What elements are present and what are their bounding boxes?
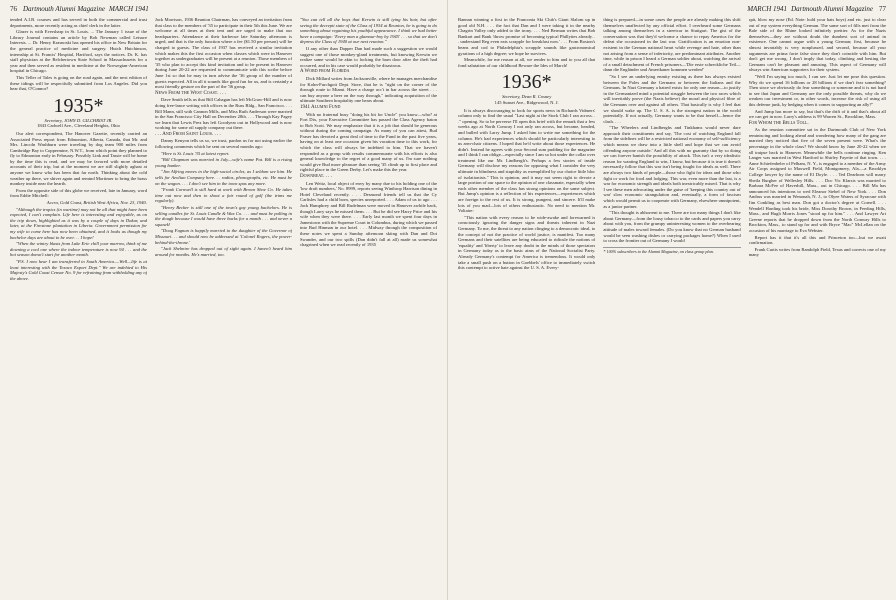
left-column-2 [155, 17, 292, 600]
secretary-address: 145 Sunset Ave., Ridgewood, N. J. [494, 99, 559, 105]
right-header-title: Dartmouth Alumni Magazine [791, 5, 873, 13]
class-secretary: Secretary, Dean R. Cosney [502, 94, 552, 100]
left-page-header [10, 4, 437, 14]
paragraph: Danny Kenyon tells us so, we trust, pardon us for not using earlier the following comments which he sent on several months ago: [155, 138, 292, 150]
secretary-address: 1843 Cadwell Ave., Cleveland Heights, Ohio [37, 123, 120, 129]
left-column-3 [300, 17, 437, 600]
paragraph: "Frank Cornwell is still hard at work with Brown Shoe Co. He takes time out now and then to shoot a fair round of golf (the trims me regularly). [155, 187, 292, 204]
paragraph: spit, blow my nose (Ed. Note: hold your hats boys) and etc. just to clear out of my system everything German. The same sort of fills met from the Bale side of the Rhine looked infinitely prettier. As for the Nazis themselves—they are without doubt the dumbest sort of animal in existence. One cannot argue with a young German; first, because he almost invariably is very nonplussed, and second, because all your arguments are prima facie false since they don't coincide with him. But don't get me wrong, I don't imply that today, climbing and besting the Germans can't be pleasant and amusing. This aspect of Germany will always win American supporters for their system. [748, 17, 886, 73]
class-year-heading: 1936* [501, 71, 552, 94]
paragraph: Glazer is with Eversharp in St. Louis. ... The January 1 issue of the Library Journal contains an article by Bob Newman called Leisure Interests. ... Dr. Henry Krasnoski has opened his office in New Britain for the general practice of medicine and surgery. Hutch Hutchinson, internship at St. Francis' Hospital, Hartford, says the notices. Dr. K. has staff physician at the Belchertown State School in Massachusetts for a year and then served as resident in medicine at the Norwegian-American hospital in Chicago. [10, 29, 147, 74]
paragraph: Report has it that it's all this and Princeton too—but we await confirmation. [748, 234, 886, 246]
paragraph: "P.S. I now hear I am transferred to South America.—Well—life is at least interesting with the Texaco Export Dept." We are indebted to His Majesty's Gold Coast Censor No. 9 for refraining from withholding any of the above. [10, 258, 147, 281]
right-column-3 [749, 17, 886, 600]
left-page-number: 76 [10, 5, 17, 13]
subheading: A Word from Florida [300, 69, 350, 75]
paragraph: Meanwhile, for me reason at all, we render to him and to you all that fond salutation of our childhood Beware the Ides of March! [458, 57, 596, 68]
paragraph: From the opposite side of this globe we received, late in January, word from Eddie Mitchell: [10, 187, 147, 199]
paragraph: This Teller of Tales is going on the road again, and the next edition of these tidings will be respectfully submitted from Los Angeles. Did you hear that, O'Connor? [10, 74, 147, 92]
subheading: News From the West Coast. . . . [155, 90, 226, 96]
paragraph: Len Weitz, local object of envy by many due to his holding one of the 'low draft numbers,' No. 8999, reports seeing Winthrop Harrison dining in Hotel Cleveland recently. . . . Desmond friends tell us that the Cy Carlisles had a child born, species unreported. . . . Adam of us to ago . . . Jack Humphrey and Bill Rudelman were moved in Hanover awhile back, though Larry says he missed them. . . . But he did see Harry Price and his wife when they were there. . . . Early last month we spent four days in Jamestown with the Supreme Court in Columbus, during which we passed into Bud Hinman in our hotel. . . . Midway through the composition of these notes we spent a Sunday afternoon skiing with Dan and Dot Swander, and our two spills (Dan didn't fall at all) made us somewhat chagrined when we read recently of 1935 [300, 180, 437, 248]
subheading: For Whom the Bells Toll. [748, 120, 809, 126]
left-header-title: Dartmouth Alumni Magazine [23, 5, 105, 13]
footnote: * 100% subscribers to the Alumni Magazine, on class group plan. [603, 247, 740, 255]
paragraph: Our alert correspondent, The Hanover Gazette, recently carried an Associated Press report from Edmonton, Alberta, Canada, that Mr. and Mrs. Lincoln Washburn were traveling by dog team 900 miles from Cambridge Bay to Coppermine, N.W.T., from which point they planned to fly to Edmonton early in February. Possibly Link and Tassie will be home by the time this is read, and we may be favored with more detailed accounts of their trip, but at the moment we are still slightly aghast at anyone we know who has been that far north. Thinking about the cold weather up there, we shiver again and remind Mortimer to bring the brass monkey inside near the hearth. [10, 130, 147, 187]
paragraph: "The Wheelers and Lindberghs and Tinkhams would never dare approach their constituents and say, 'The cost of watching England fall from the sidelines will be a restricted national economy of self-sufficiency which means we draw into a little shell and hope that we can avoid offending anyone outside.' And all this with no guaranty that by so doing we can forever banish the possibility of attack. This isn't a very idealistic reason for wanting England to win, I know, but because it is true it doesn't necessarily follow that this war isn't being fought for ideals as well. There are always two kinds of people—those who fight for ideas and those who fight or work for food and lodging. This war, even more than the last, is a war for economic strength and ideals both inextricably mixed. That is why I see these men advocating under the guise of 'keeping this country out of war' slow economic strangulation and, eventually, a form of fascism which would permit us to cooperate with Germany, elsewhere omnipotent, as a junior partner. [603, 125, 741, 209]
paragraph: "When the wintry blasts from Lake Erie chill your marrow, think of me downing a cool one where the indoor temperature is now 94 . . . and the hot season doesn't start for another month. [10, 241, 147, 258]
paragraph: "Jim Alfring moves in the high-social circles, as I seldom see him. He sells for Aeolian Company here. . . radios, phonographs, etc. He must be on the wagon. . . . I don't see him in the town spas any more. [155, 169, 292, 186]
paragraph: "So I see an underlying enmity existing as there has always existed between the Poles and the Germans or between the Italians and the Germans. In Nazi Germany a hatred exists for only one reason—to justify in the Germanized mind a potential struggle between the two races which will inevitably prove (the Nazis believe) the moral and physical fibre of the Germans over and against all others. That basically is why I feel that we should wake up. The U. S. A. is the strongest nation in the world potentially. If not actually, Germany wants to be that herself—hence the clash. . . . [603, 73, 741, 124]
paragraph: With no fraternal busy "doing his bit for Uncle" you know—who? at Fort Dix, your Executive Committee has passed the Class Agency baton to Bob Scott. We may emphasize that it is a job that should be generous without during the coming campaign. As many of you can attest, Bud Fraser has devoted a great deal of time to the Fund in the past five years, having on at least one occasion given his vacation time to this work, for which the class will always be indebted to him. That we haven't responded as a group with results commensurate with his efforts is also general knowledge to the regret of a good many of us. I'm sure nothing would give Bud more pleasure than seeing '35 climb up to first place and rightful place in the Green Derby. Let's make this the year. [300, 111, 437, 173]
paragraph: tended A.I.B. courses and has served in both the commercial and trust departments, more recently acting as chief clerk in the latter. [10, 17, 147, 28]
paragraph: Bannan winning a first in the Franconia Ski Club's Giant Slalom up in good old N.H. . . . the fact that Dan and I were taking it in the nearby Chagrin Valley only added to the irony. . . . Ned Berman writes that Bob Bankart and Bank 'throw promise of becoming typical Phillyites already. . . understand Reg even eats scrapple for breakfast now.' . . . From Boston's beans and cod to Philadelphia's scrapple sounds like gastronomical gyrations of a high degree; we hope he survives. [458, 17, 596, 56]
paragraph: "Henry Becker is still one of the town's gay young bachelors. He is selling candles for St. Louis Candle & Wax Co. . . . and must be pulling in the dough because I would have three bucks for a month . . . and never a squawk! [155, 205, 292, 227]
class-secretary: Secretary, JOHN D. GILCHRIST JR. [44, 117, 113, 123]
paragraph: If any other than Dapper Dan had made such a suggestion we would suggest one of those monkey-gland treatments, but knowing Kerwin we realize same would be akin to locking the barn door after the theft had occurred, and in his case would probably be disastrous. [300, 45, 437, 68]
paragraph: "Jack Shelmire has dropped out of sight again. I haven't heard him around for months. He's married, too. [155, 246, 292, 257]
paragraph: thing is prepared—in some cases the people are already making this shift themselves unaffected by any official effort. I overheard some Germans talking among themselves in a streetcar in Stuttgart. The gist of the conversation was that they'd welcome a chance to repay America for the defeat she occasioned in the last war. Gratification is an emotion non-existent in the German national heart while revenge and hate, other than not arising from a sense of inferiority, are predominant attributes. Another time, while in prison I heard a German soldier about, watching the arrival of a small detachment of French prisoners—'Die erste schreckliche Teil—dann die Engländer und Amerikaner kommen werden!' [603, 17, 741, 73]
subheading: 1941 Alumni Fund [300, 104, 341, 110]
paragraph: And Jump has more to say, but that's the drift of it and that's about all we can get in now. Larry's address is 99 Warren St., Brookline, Mass. [748, 108, 886, 120]
right-header-date: MARCH 1941 [747, 5, 788, 13]
paragraph: "Although the tropics (in wartime) may not be all that might have been expected, I can't complain. Life here is interesting and enjoyable, as on the trip down, highlighted as it was by a couple of days in Dakar, and later, at the Firestone plantation in Liberia. Government permission for my wife to come here has now been obtained, and it looks as though my bachelor days are about to be over. . . I hope! [10, 206, 147, 240]
paragraph: "Well I'm saying too much, I can see. Just let me pose this question. Why do we spend 16 billions or 28 billions if we don't fear something? Then since we obviously do fear something or someone and it is not hard to see that Japan and Germany are the only possible threats, why do we weaken our investment or, in other words, increase the risk of using all this defense junk, by hedging when it comes to supporting an ally?" [748, 73, 886, 107]
subheading: . . . And From Saint Louis. . . . [155, 131, 221, 137]
paragraph: Dave Smith tells us that Bill Cahagan has left McGraw-Hill and is now doing free-lance writing with offices in the Russ Bldg., San Francisco. . . . Bill Mann, still with Cannon Mills, and Miss Ruth Anderson were married in the San Francisco City Hall on December 28th. . . . Through Kay Pagey we learn that Lewis Prex has left Goodyear out in Hollywood and is now working for some oil supply company out there. [155, 97, 292, 131]
paragraph: "Here is St. Louis '35 at latest report. [161, 150, 230, 156]
paragraph: Dick Millard writes from Jacksonville, where he manages merchandise for Kohn-Furchgott Dept. Store, that he is "right on the corner of the through route to Miami. Have a charge acc't in bar across the street . . . can buy anyone a beer on the way through," indicating acquisition of the ultimate Southern hospitality one hears about. [300, 75, 437, 104]
paragraph: "You can tell all the boys that Kerwin is still tying his hair, but after seeing the decrepit state of the Class of 1934 at Reunion, he is going to do something about regaining his youthful appearance. I think we had better have a campaign: 'Every man a glamour-boy by 1945' . . . so that we don't depress the Class of 1940 at our next reunion." [300, 17, 437, 45]
left-column-1 [10, 17, 147, 600]
letter-dateline: Accra, Gold Coast, British West Africa, Nov. 23, 1940. [46, 200, 147, 206]
paragraph: "This nation with every reason to be wide-awake and forewarned is consciously ignoring the danger signs and threats inherent in Nazi Germany. To me, the threat to any nation clinging to a democratic ideal, to the concept of not the practice of world justice, is manifest. Too many Germans and their satellites are being educated to ridicule the notions of 'equality' and 'liberty' to leave any doubt in the minds of those spectators in Germany today as to the basic aims of the National Socialist Party. Already Germany's contempt for America is tremendous. It would only take a small push on a button in Goebbels' office to immediately switch this contempt to active hate against the U. S. A. Every- [458, 214, 596, 271]
right-page-header [458, 4, 886, 14]
subheading: Downbeat. . . . [300, 174, 332, 180]
right-column-1 [458, 17, 595, 600]
left-header-date: MARCH 1941 [108, 5, 149, 13]
paragraph: "Doug Fagnan is happily married to the daughter of the Governor of Missouri. . . and should now be addressed at 'Colonel Rogers, the power-behind-the-throne.' [155, 228, 292, 245]
paragraph: Frank Curtis writes from Randolph Field, Texas and corrects one of my many [748, 246, 886, 258]
right-page [448, 0, 896, 600]
paragraph: "Bill Chapman was married in July—wife's name Pat. Bill is a rising young banker. [155, 157, 292, 168]
paragraph: It is always discouraging to look for sports news in Richards Vidmers' column only to find the usual "Last night at the Stork Club I ran across. . ." opening. So to be perverse I'll open this brief with the remark that a few weeks ago at North Conway I not only ran across, but became, headed, and bulled with Larry Jump. I asked him to write me something for the column. He's had experiences which should be particularly interesting to us arm-chair citizens. I hoped that he'd write about those experiences. He didn't. Instead he agrees with your Second sum pudding for the magazine and I think I can oblige—especially since I am so hot under the collar over treatment like our Mr. Lindbergh's. Perhaps a few stories of inside Germany will disclose my reasons for opposing what I consider the very ultimate in blindness and stupidity as exemplified by our choice little bloc of isolationists." This is opinion, and it may not seem right to devote a large portion of our space to the opinion of one classmate, especially when each other member of the class has strong opinions on the same subject. But Jump's opinion is a reflection of his experiences—experiences which are foreign to the rest of us. It is strong, pungent, and sincere. It'll make lots of you mad—lots of others enthusiastic. No need to mention Mr. Voltaire: [458, 107, 596, 214]
right-column-2 [603, 17, 740, 600]
paragraph: Jack Morrison, 1936 Reunion Chairman, has conveyed an invitation from that class to the members of '35 to participate in their 5th this June. We are welcome at all times at their tent and are urged to make that our headquarters. Attendance at their barbecue late Saturday afternoon is urged, and that is the only function where a fee ($1.50 per person) will be charged to guests. The class of 1937 has received a similar invitation which makes this the first occasion when classes which were in Hanover together as undergraduates will be present at a reunion. Those members of '35 who plan to accept this kind invitation and to be present in Hanover during June 20-22 are requested to communicate with this scribe before June 1st so that he may in turn advise the '36 group of the number of guests expected. All in all it sounds like good fun for us, and is certainly a most friendly gesture on the part of the '36 group. [155, 17, 292, 90]
paragraph: "This thought is abhorrent to me. There are too many things I don't like about Germany—from the lousy tobacco to the cards and papers you carry about with you, from the grumpy uninteresting women to the overbearing attitude of males toward females. (Do you know that no German husband would be seen washing dishes or carrying packages home?) When I used to cross the frontier out of Germany I would [603, 210, 741, 244]
paragraph: As the reunion committee sat in the Dartmouth Club of New York reminiscing and looking ahead and wondering how many of the gang are married they noticed that five of the seven present were. What's the percentage in the whole class? We should know by June 20-22 when we all traipse back to Hanover. Meanwhile the bells continue ringing. Ken Langer was married in West Hartford to Shirley Fayette of that town. . . . Anne Schiefenbeler of Pelham, N. Y., is engaged to a member of the Army Air Corps assigned to Maxwell Field, Montgomery, Ala.—a Brooklyn College lawyer by the name of El Doyle. . . . Ted Dearborn will marry Sheila Burgher of Wellesley Hills. . . . Doc Vic Klarsis was married to Barbara McFee of Haverhill, Mass., out in Chicago. . . . Bill Ma has announced his intentions to wed Eleanor Siebel of New York. . . . Don Andrus was married in Wenonah, N. J., to Olyee Waters of Syracuse with Jim Conkling as best man. Don got a doctor's degree at Cornell. . . . Wendell Harding took his bride, Miss Dorothy Brown, in Feeding Hills, Mass., and Hugh Morris Jones "stood up for him." . . . And Lawyer Art Greene reports that he dropped down from the North Conway Hills to Brockton, Mass., to stand up for and with Bryce "Mac" McLellan on the occasion of his marriage to Eva Webster. [748, 127, 886, 233]
right-page-number: 77 [879, 5, 886, 13]
class-year-heading: 1935* [53, 94, 104, 117]
